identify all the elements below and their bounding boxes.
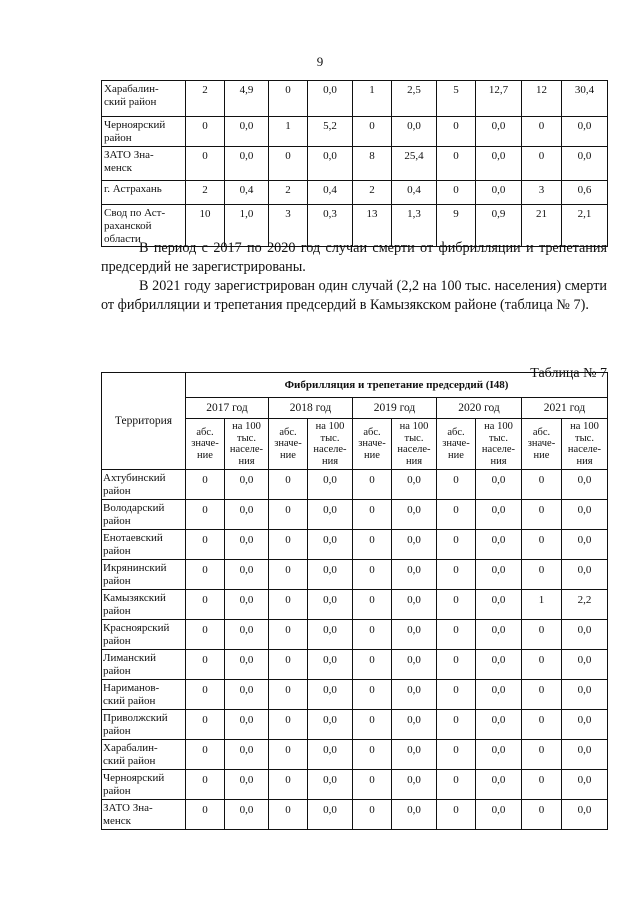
abs-value-header: абс. значе- ние: [186, 419, 225, 470]
value-cell: 0: [437, 620, 476, 650]
value-cell: 0: [186, 560, 225, 590]
value-cell: 0: [186, 500, 225, 530]
value-cell: 0,0: [225, 560, 269, 590]
table-continued: [101, 80, 608, 247]
value-cell: 0,0: [225, 710, 269, 740]
table-row: [102, 530, 608, 560]
value-cell: 0: [269, 650, 308, 680]
table-row: [102, 470, 608, 500]
value-cell: 0: [269, 470, 308, 500]
territory-cell: ЗАТО Зна- менск: [102, 800, 186, 830]
value-cell: 0,0: [225, 470, 269, 500]
abs-value-header: абс. значе- ние: [269, 419, 308, 470]
table-row: [102, 147, 608, 181]
value-cell: 0,0: [562, 770, 608, 800]
value-cell: 5,2: [308, 117, 353, 147]
year-header: 2021 год: [522, 398, 608, 419]
value-cell: 0: [437, 590, 476, 620]
value-cell: 0,0: [308, 470, 353, 500]
value-cell: 0,0: [308, 770, 353, 800]
value-cell: 0,0: [308, 680, 353, 710]
value-cell: 0: [186, 650, 225, 680]
value-cell: 0,0: [225, 500, 269, 530]
value-cell: 0: [186, 800, 225, 830]
value-cell: 0,0: [308, 650, 353, 680]
value-cell: 0,0: [225, 590, 269, 620]
value-cell: 0: [522, 530, 562, 560]
value-cell: 0: [269, 800, 308, 830]
value-cell: 0: [437, 770, 476, 800]
year-header: 2018 год: [269, 398, 353, 419]
table-row: [102, 117, 608, 147]
territory-cell: ЗАТО Зна- менск: [102, 147, 186, 181]
value-cell: 0,0: [476, 680, 522, 710]
value-cell: 1: [522, 590, 562, 620]
value-cell: 0,0: [392, 680, 437, 710]
value-cell: 0: [522, 800, 562, 830]
value-cell: 0,0: [562, 530, 608, 560]
value-cell: 12,7: [476, 81, 522, 117]
value-cell: 0: [186, 117, 225, 147]
value-cell: 0,0: [225, 800, 269, 830]
value-cell: 2,1: [562, 205, 608, 247]
value-cell: 0: [437, 680, 476, 710]
value-cell: 2: [186, 81, 225, 117]
territory-cell: г. Астрахань: [102, 181, 186, 205]
per-100k-header: на 100 тыс. населе- ния: [225, 419, 269, 470]
value-cell: 0,0: [476, 500, 522, 530]
value-cell: 0: [186, 590, 225, 620]
value-cell: 0,0: [392, 710, 437, 740]
value-cell: 0,0: [308, 530, 353, 560]
value-cell: 0: [269, 620, 308, 650]
table-row: [102, 650, 608, 680]
value-cell: 0,0: [225, 770, 269, 800]
value-cell: 0: [353, 530, 392, 560]
territory-cell: Ахтубинский район: [102, 470, 186, 500]
value-cell: 0,4: [392, 181, 437, 205]
table-caption: Таблица № 7: [530, 366, 607, 381]
value-cell: 0,0: [308, 560, 353, 590]
value-cell: 0,0: [476, 181, 522, 205]
territory-header: Территория: [102, 373, 186, 470]
value-cell: 0,0: [225, 650, 269, 680]
value-cell: 0,0: [562, 650, 608, 680]
value-cell: 0: [437, 530, 476, 560]
value-cell: 0,0: [308, 710, 353, 740]
value-cell: 0,0: [392, 500, 437, 530]
value-cell: 0: [269, 740, 308, 770]
value-cell: 0: [437, 181, 476, 205]
year-header: 2017 год: [186, 398, 269, 419]
value-cell: 0,0: [562, 710, 608, 740]
value-cell: 0,4: [225, 181, 269, 205]
year-header: 2019 год: [353, 398, 437, 419]
value-cell: 0,0: [392, 620, 437, 650]
value-cell: 10: [186, 205, 225, 247]
value-cell: 0: [437, 650, 476, 680]
value-cell: 0,4: [308, 181, 353, 205]
table-row: [102, 81, 608, 117]
value-cell: 25,4: [392, 147, 437, 181]
abs-value-header: абс. значе- ние: [522, 419, 562, 470]
value-cell: 0,0: [225, 620, 269, 650]
territory-cell: Нариманов- ский район: [102, 680, 186, 710]
value-cell: 0,0: [562, 620, 608, 650]
value-cell: 9: [437, 205, 476, 247]
territory-cell: Икрянинский район: [102, 560, 186, 590]
value-cell: 0: [437, 740, 476, 770]
value-cell: 0,0: [392, 470, 437, 500]
paragraph-1: В период с 2017 по 2020 год случаи смерти от фибрилляции и трепетания предсердий не зарегистрированы.: [101, 240, 607, 275]
value-cell: 30,4: [562, 81, 608, 117]
value-cell: 2: [353, 181, 392, 205]
abs-value-header: абс. значе- ние: [353, 419, 392, 470]
value-cell: 0: [522, 147, 562, 181]
value-cell: 0: [522, 470, 562, 500]
value-cell: 0,0: [476, 710, 522, 740]
value-cell: 0: [437, 560, 476, 590]
value-cell: 0,0: [476, 800, 522, 830]
per-100k-header: на 100 тыс. населе- ния: [476, 419, 522, 470]
value-cell: 0: [522, 770, 562, 800]
value-cell: 0,0: [562, 680, 608, 710]
value-cell: 0,0: [308, 620, 353, 650]
value-cell: 0: [437, 710, 476, 740]
value-cell: 0: [353, 650, 392, 680]
value-cell: 0: [269, 680, 308, 710]
value-cell: 0: [269, 500, 308, 530]
value-cell: 0: [186, 530, 225, 560]
value-cell: 0: [353, 710, 392, 740]
value-cell: 0: [437, 147, 476, 181]
value-cell: 0: [269, 560, 308, 590]
value-cell: 1,3: [392, 205, 437, 247]
value-cell: 0,6: [562, 181, 608, 205]
value-cell: 0: [437, 800, 476, 830]
value-cell: 0,0: [308, 590, 353, 620]
territory-cell: Черноярский район: [102, 117, 186, 147]
value-cell: 0,0: [476, 770, 522, 800]
per-100k-header: на 100 тыс. населе- ния: [392, 419, 437, 470]
value-cell: 0,0: [392, 560, 437, 590]
value-cell: 0: [186, 147, 225, 181]
page-number: 9: [316, 54, 324, 69]
value-cell: 0,0: [308, 500, 353, 530]
year-header: 2020 год: [437, 398, 522, 419]
table-row: [102, 770, 608, 800]
value-cell: 2,2: [562, 590, 608, 620]
value-cell: 0,0: [562, 117, 608, 147]
value-cell: 0,0: [225, 680, 269, 710]
value-cell: 0: [353, 620, 392, 650]
value-cell: 0: [269, 770, 308, 800]
value-cell: 0: [522, 500, 562, 530]
value-cell: 0,0: [392, 770, 437, 800]
value-cell: 0,0: [476, 620, 522, 650]
value-cell: 0: [522, 680, 562, 710]
value-cell: 0,0: [476, 530, 522, 560]
value-cell: 0,0: [562, 470, 608, 500]
value-cell: 1: [353, 81, 392, 117]
value-cell: 0,0: [225, 117, 269, 147]
value-cell: 0: [186, 770, 225, 800]
table-row: [102, 181, 608, 205]
value-cell: 0: [186, 620, 225, 650]
table-row: [102, 590, 608, 620]
value-cell: 0,0: [476, 117, 522, 147]
value-cell: 2,5: [392, 81, 437, 117]
value-cell: 0,0: [392, 800, 437, 830]
value-cell: 0,0: [308, 740, 353, 770]
value-cell: 0,0: [476, 590, 522, 620]
value-cell: 0,0: [476, 650, 522, 680]
table-row: [102, 740, 608, 770]
value-cell: 0: [269, 530, 308, 560]
value-cell: 1,0: [225, 205, 269, 247]
value-cell: 21: [522, 205, 562, 247]
value-cell: 0,0: [476, 470, 522, 500]
territory-cell: Харабалин- ский район: [102, 740, 186, 770]
value-cell: 0: [353, 117, 392, 147]
value-cell: 1: [269, 117, 308, 147]
value-cell: 0,0: [225, 530, 269, 560]
table-row: [102, 500, 608, 530]
territory-cell: Черноярский район: [102, 770, 186, 800]
value-cell: 0,0: [476, 560, 522, 590]
paragraph-2: В 2021 году зарегистрирован один случай (2,2 на 100 тыс. населения) смерти от фибрилляции и трепетания предсердий в Камызякском районе (таблица № 7).: [101, 278, 607, 313]
value-cell: 0: [269, 590, 308, 620]
per-100k-header: на 100 тыс. населе- ния: [308, 419, 353, 470]
value-cell: 0,0: [392, 590, 437, 620]
value-cell: 2: [269, 181, 308, 205]
value-cell: 0: [437, 117, 476, 147]
value-cell: 0: [186, 710, 225, 740]
value-cell: 0,0: [225, 147, 269, 181]
territory-cell: Красноярский район: [102, 620, 186, 650]
value-cell: 0: [269, 147, 308, 181]
table-7: [101, 372, 608, 830]
value-cell: 0,0: [308, 81, 353, 117]
value-cell: 5: [437, 81, 476, 117]
value-cell: 0,0: [476, 147, 522, 181]
value-cell: 0: [522, 117, 562, 147]
value-cell: 0,0: [308, 147, 353, 181]
value-cell: 0: [353, 770, 392, 800]
territory-cell: Камызякский район: [102, 590, 186, 620]
value-cell: 3: [269, 205, 308, 247]
value-cell: 0: [353, 740, 392, 770]
value-cell: 0: [269, 81, 308, 117]
value-cell: 0,3: [308, 205, 353, 247]
territory-cell: Харабалин- ский район: [102, 81, 186, 117]
value-cell: 0,0: [562, 560, 608, 590]
value-cell: 0,0: [392, 530, 437, 560]
value-cell: 0: [522, 620, 562, 650]
table-row: [102, 620, 608, 650]
value-cell: 0: [353, 800, 392, 830]
value-cell: 0: [353, 560, 392, 590]
value-cell: 3: [522, 181, 562, 205]
abs-value-header: абс. значе- ние: [437, 419, 476, 470]
value-cell: 0: [353, 500, 392, 530]
value-cell: 0: [353, 680, 392, 710]
value-cell: 12: [522, 81, 562, 117]
territory-cell: Приволжский район: [102, 710, 186, 740]
territory-cell: Енотаевский район: [102, 530, 186, 560]
value-cell: 0: [522, 650, 562, 680]
value-cell: 0: [437, 470, 476, 500]
table-row: [102, 800, 608, 830]
value-cell: 0: [522, 560, 562, 590]
value-cell: 0,0: [308, 800, 353, 830]
value-cell: 2: [186, 181, 225, 205]
table-row: [102, 680, 608, 710]
value-cell: 0: [437, 500, 476, 530]
value-cell: 0: [353, 470, 392, 500]
value-cell: 4,9: [225, 81, 269, 117]
main-header: Фибрилляция и трепетание предсердий (I48): [186, 373, 608, 398]
value-cell: 0: [522, 740, 562, 770]
value-cell: 0,9: [476, 205, 522, 247]
value-cell: 0,0: [562, 500, 608, 530]
value-cell: 0,0: [392, 740, 437, 770]
territory-cell: Володарский район: [102, 500, 186, 530]
table-row: [102, 560, 608, 590]
table-row: [102, 710, 608, 740]
value-cell: 0,0: [392, 650, 437, 680]
value-cell: 0,0: [392, 117, 437, 147]
value-cell: 0,0: [225, 740, 269, 770]
value-cell: 0,0: [562, 740, 608, 770]
value-cell: 0: [522, 710, 562, 740]
value-cell: 0: [186, 680, 225, 710]
value-cell: 13: [353, 205, 392, 247]
territory-cell: Свод по Аст- раханской области: [102, 205, 186, 247]
value-cell: 0: [186, 470, 225, 500]
territory-cell: Лиманский район: [102, 650, 186, 680]
value-cell: 0,0: [476, 740, 522, 770]
value-cell: 0: [186, 740, 225, 770]
value-cell: 8: [353, 147, 392, 181]
per-100k-header: на 100 тыс. населе- ния: [562, 419, 608, 470]
value-cell: 0,0: [562, 147, 608, 181]
value-cell: 0,0: [562, 800, 608, 830]
value-cell: 0: [269, 710, 308, 740]
value-cell: 0: [353, 590, 392, 620]
